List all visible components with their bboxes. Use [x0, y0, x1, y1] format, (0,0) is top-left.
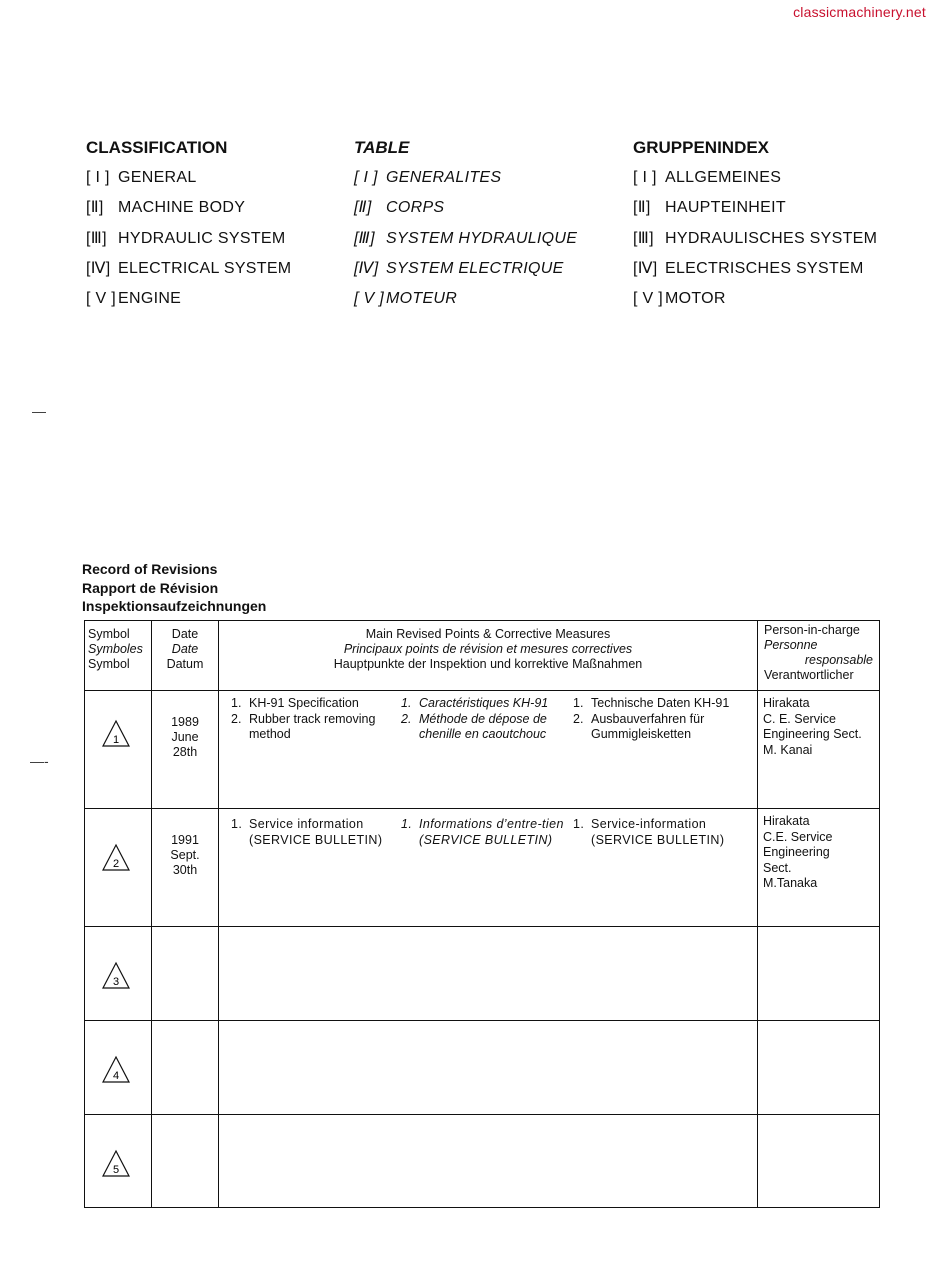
classification-item: [ I ] GENERAL — [86, 169, 197, 186]
revision-person: Hirakata C.E. Service Engineering Sect. M.Tanaka — [758, 809, 880, 927]
classification-heading: GRUPPENINDEX — [633, 138, 770, 157]
table-row — [85, 927, 880, 1021]
classification-item: [ I ] ALLGEMEINES — [633, 169, 782, 186]
header-person: Person-in-charge Personne responsable Verantwortlicher — [758, 621, 880, 691]
classification-column-fr — [354, 138, 614, 318]
revision-person — [758, 1115, 880, 1208]
revision-date: 1991 Sept. 30th — [152, 809, 219, 927]
revision-points — [219, 927, 758, 1021]
classification-column-de — [633, 138, 893, 318]
points-de: 1. Service-information (SERVICE BULLETIN) — [573, 817, 725, 847]
revision-points — [219, 809, 758, 927]
classification-heading: CLASSIFICATION — [86, 138, 228, 157]
revisions-title-de: Inspektionsaufzeichnungen — [82, 598, 267, 614]
points-en: 1. KH-91 Specification 2. Rubber track removing method — [231, 696, 376, 741]
revision-triangle-icon — [101, 843, 131, 873]
points-fr: 1. Caractéristiques KH-91 2. Méthode de dépose de chenille en caoutchouc — [401, 696, 549, 741]
revisions-title — [82, 560, 266, 616]
revision-symbol — [85, 691, 152, 809]
revision-symbol — [85, 809, 152, 927]
header-symbol: Symbol Symboles Symbol — [85, 621, 152, 691]
classification-item: [ V ] MOTOR — [633, 290, 726, 308]
points-en: 1. Service information (SERVICE BULLETIN) — [231, 817, 383, 847]
revisions-title-fr: Rapport de Révision — [82, 579, 219, 596]
svg-text:1: 1 — [112, 734, 120, 746]
classification-item: [ V ] MOTEUR — [354, 290, 458, 308]
points-fr: 1. Informations d’entre-tien (SERVICE BULLETIN) — [401, 817, 564, 847]
table-row — [85, 809, 880, 927]
classification-heading: TABLE — [354, 138, 410, 157]
classification-item: [Ⅳ] ELECTRICAL SYSTEM — [86, 259, 292, 277]
table-row — [85, 691, 880, 809]
points-de: 1. Technische Daten KH-91 2. Ausbauverfahren für Gummigleisketten — [573, 696, 730, 741]
classification-item: [Ⅳ] ELECTRISCHES SYSTEM — [633, 259, 864, 277]
revision-points — [219, 1021, 758, 1115]
watermark: classicmachinery.net — [793, 4, 926, 20]
revision-points — [219, 691, 758, 809]
revision-date: 1989 June 28th — [152, 691, 219, 809]
revision-points — [219, 1115, 758, 1208]
revision-symbol — [85, 1021, 152, 1115]
classification-item: [ V ] ENGINE — [86, 290, 182, 308]
classification-column-en — [86, 138, 346, 318]
revision-person — [758, 927, 880, 1021]
revision-symbol — [85, 927, 152, 1021]
revision-date — [152, 1021, 219, 1115]
table-row — [85, 1021, 880, 1115]
classification-item: [Ⅲ] HYDRAULIC SYSTEM — [86, 229, 286, 247]
header-main-points: Main Revised Points & Corrective Measures Principaux points de révision et mesures correctives Hauptpunkte der Inspektion und korrektive Maßnahmen — [219, 621, 758, 691]
revision-person: Hirakata C. E. Service Engineering Sect. M. Kanai — [758, 691, 880, 809]
scan-mark: — — [32, 403, 46, 419]
table-header-row — [85, 621, 880, 691]
revision-date — [152, 1115, 219, 1208]
svg-text:2: 2 — [112, 858, 120, 870]
revisions-table — [84, 620, 880, 1208]
classification-item: [Ⅱ] HAUPTEINHEIT — [633, 199, 786, 217]
revisions-title-en: Record of Revisions — [82, 561, 218, 577]
svg-text:3: 3 — [112, 976, 120, 988]
revision-triangle-icon — [101, 1055, 131, 1085]
header-date: Date Date Datum — [152, 621, 219, 691]
revision-date — [152, 927, 219, 1021]
svg-text:5: 5 — [112, 1164, 120, 1176]
svg-text:4: 4 — [112, 1070, 120, 1082]
classification-item: [Ⅱ] MACHINE BODY — [86, 199, 246, 217]
classification-item: [Ⅱ] CORPS — [354, 199, 445, 217]
classification-item: [ I ] GENERALITES — [354, 169, 502, 186]
revision-triangle-icon — [101, 1149, 131, 1179]
scan-mark: —- — [30, 753, 49, 769]
revision-triangle-icon — [101, 961, 131, 991]
classification-item: [Ⅲ] SYSTEM HYDRAULIQUE — [354, 229, 578, 247]
revision-symbol — [85, 1115, 152, 1208]
classification-item: [Ⅳ] SYSTEM ELECTRIQUE — [354, 259, 564, 277]
revision-person — [758, 1021, 880, 1115]
classification-item: [Ⅲ] HYDRAULISCHES SYSTEM — [633, 229, 878, 247]
table-row — [85, 1115, 880, 1208]
revision-triangle-icon — [101, 719, 131, 749]
